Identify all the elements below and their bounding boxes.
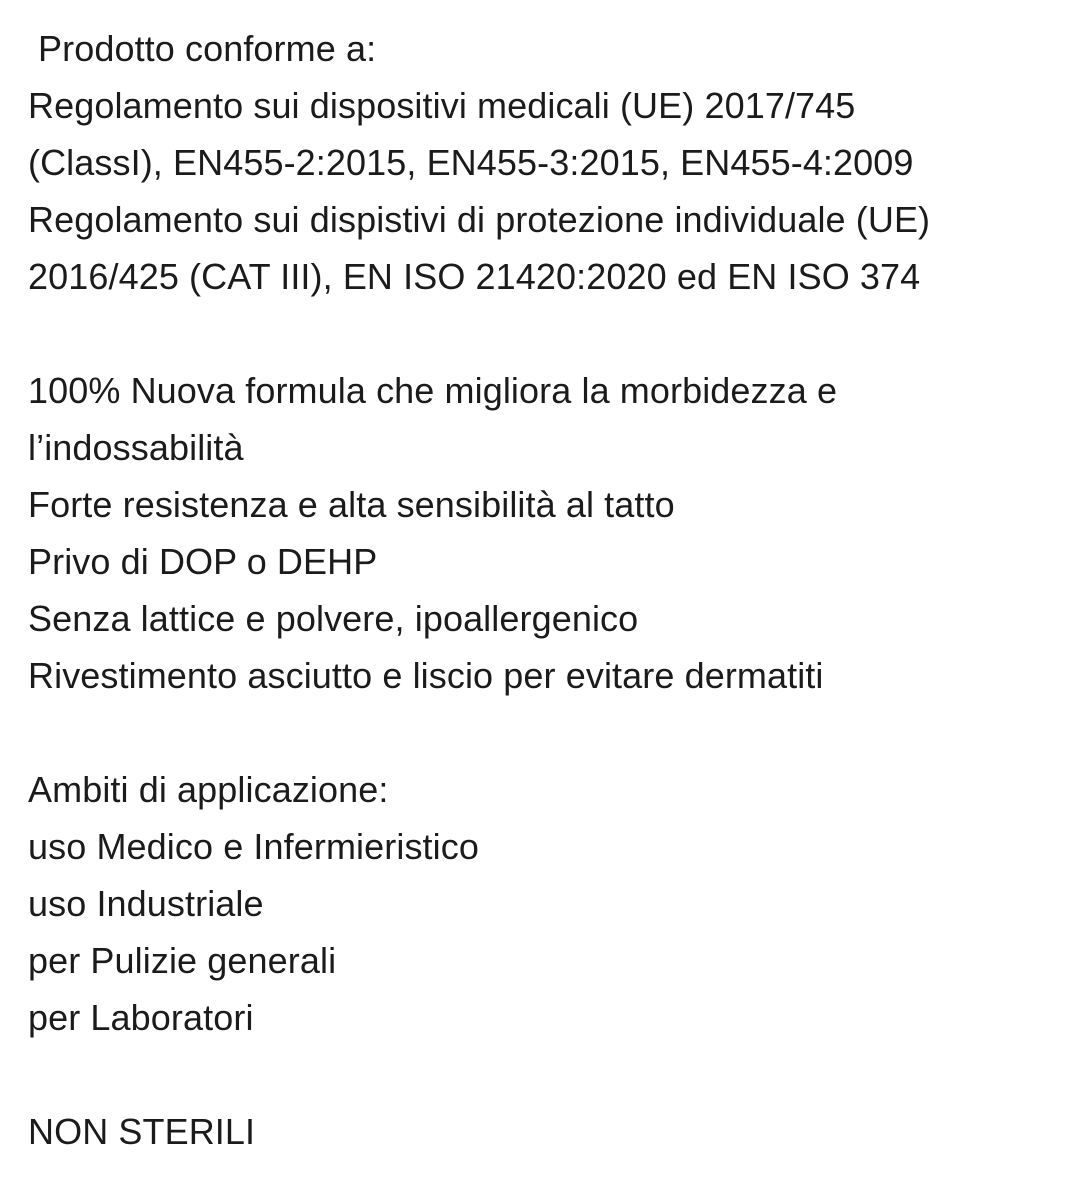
- compliance-heading: Prodotto conforme a:: [38, 28, 377, 69]
- application-line: uso Medico e Infermieristico: [28, 826, 479, 867]
- feature-line: Senza lattice e polvere, ipoallergenico: [28, 598, 639, 639]
- compliance-section: [28, 20, 1080, 305]
- feature-line: Rivestimento asciutto e liscio per evitare dermatiti: [28, 655, 824, 696]
- feature-line: l’indossabilità: [28, 427, 244, 468]
- compliance-line: 2016/425 (CAT III), EN ISO 21420:2020 ed EN ISO 374: [28, 256, 921, 297]
- footer-section: [28, 1103, 1080, 1160]
- application-line: per Pulizie generali: [28, 940, 337, 981]
- feature-line: Privo di DOP o DEHP: [28, 541, 378, 582]
- sterility-note: NON STERILI: [28, 1111, 256, 1152]
- application-line: per Laboratori: [28, 997, 254, 1038]
- features-section: [28, 362, 1080, 704]
- applications-section: [28, 761, 1080, 1046]
- feature-line: Forte resistenza e alta sensibilità al tatto: [28, 484, 675, 525]
- application-line: uso Industriale: [28, 883, 264, 924]
- compliance-line: (ClassI), EN455-2:2015, EN455-3:2015, EN455-4:2009: [28, 142, 914, 183]
- compliance-line: Regolamento sui dispositivi medicali (UE) 2017/745: [28, 85, 856, 126]
- compliance-line: Regolamento sui dispistivi di protezione individuale (UE): [28, 199, 931, 240]
- applications-heading: Ambiti di applicazione:: [28, 769, 389, 810]
- feature-line: 100% Nuova formula che migliora la morbidezza e: [28, 370, 838, 411]
